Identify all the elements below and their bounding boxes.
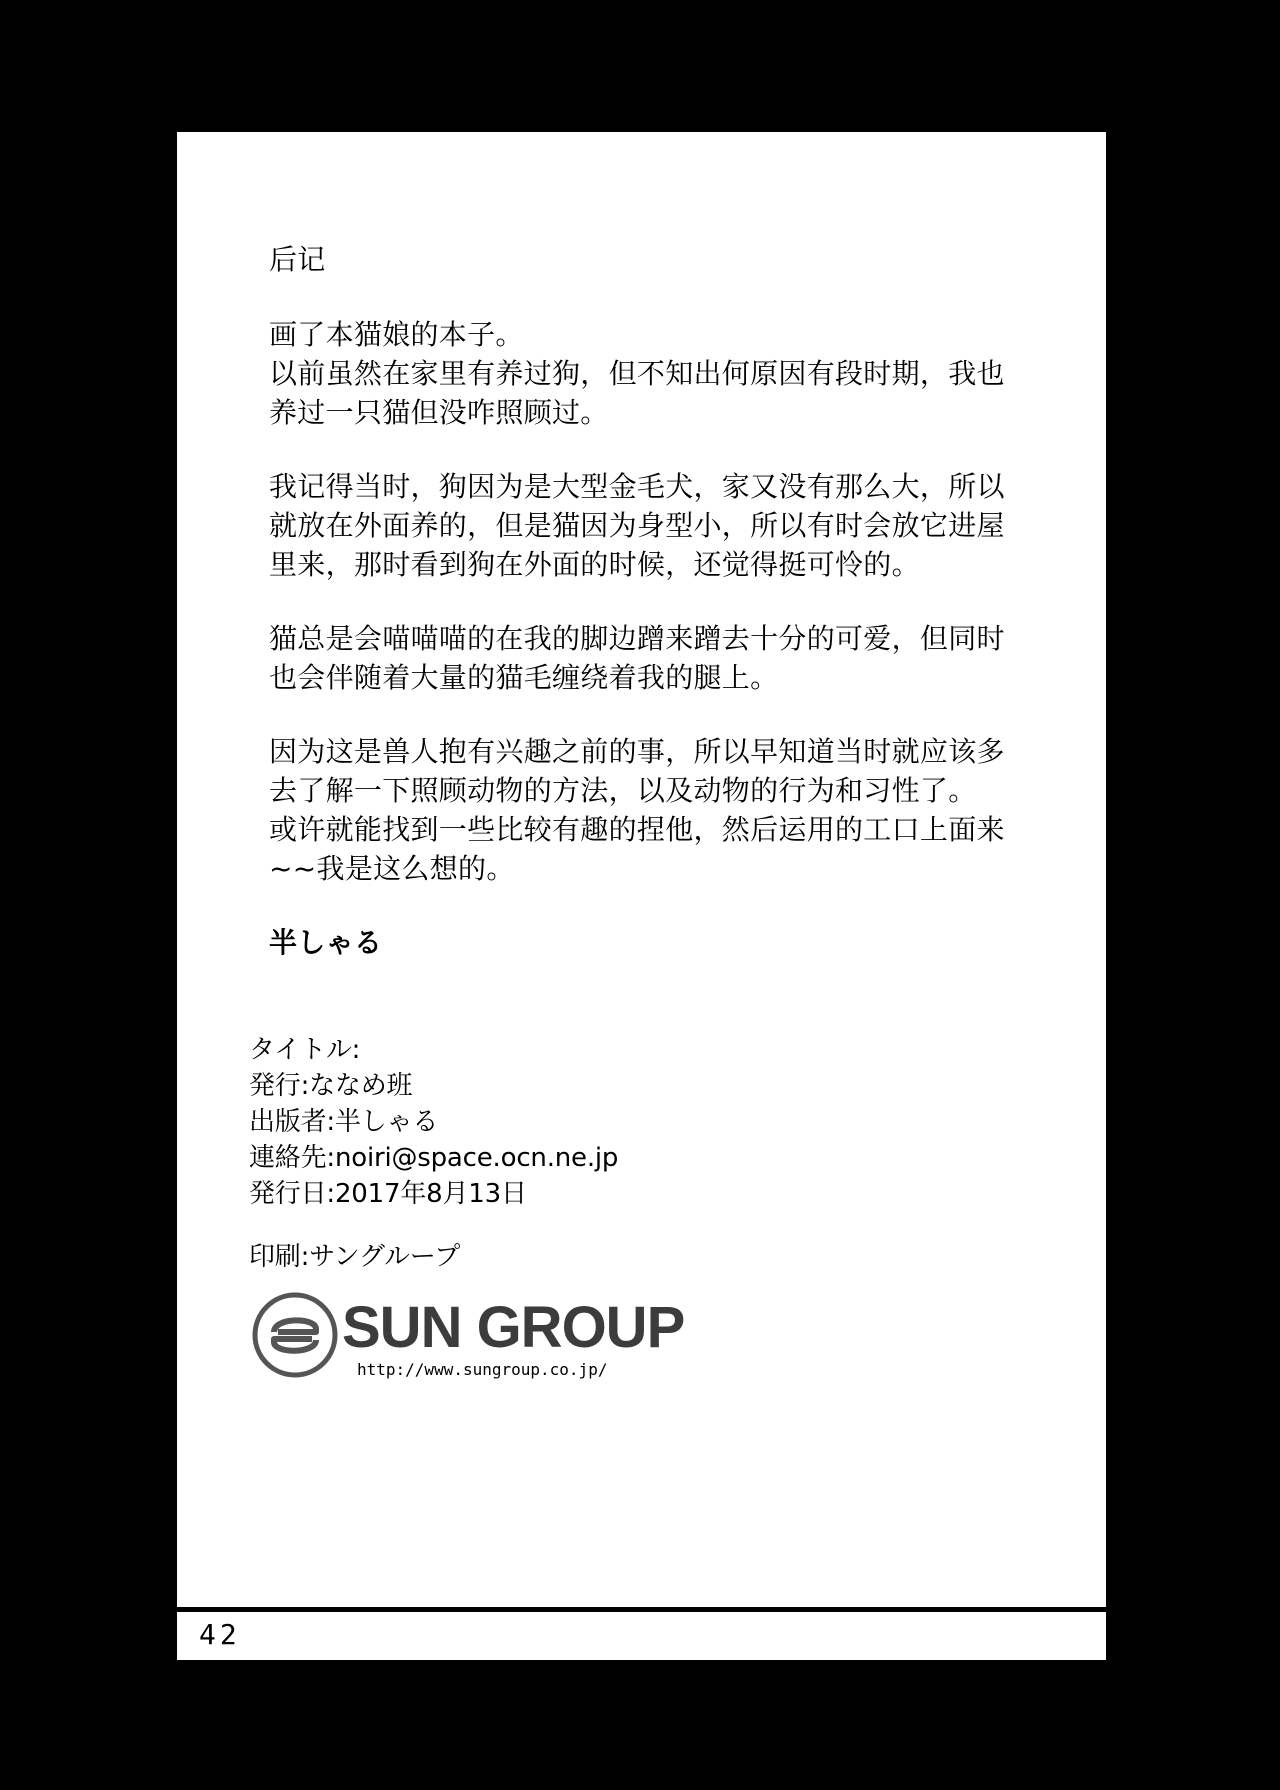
logo-url: http://www.sungroup.co.jp/	[357, 1360, 608, 1379]
afterword-section	[269, 240, 1049, 997]
page-footer	[177, 1612, 1106, 1660]
colophon-publisher: 発行:ななめ班	[249, 1071, 413, 1101]
afterword-paragraph-1: 画了本猫娘的本子。 以前虽然在家里有养过狗，但不知出何原因有段时期，我也 养过一只猫但没咋照顾过。	[269, 318, 1005, 429]
colophon-spacer	[249, 1212, 949, 1239]
colophon-author: 出版者:半しゃる	[249, 1107, 439, 1137]
colophon-printer: 印刷:サングループ	[249, 1242, 461, 1272]
afterword-signature: 半しゃる	[269, 926, 383, 959]
sun-group-logo	[252, 1292, 712, 1392]
colophon-contact: 連絡先:noiri@space.ocn.ne.jp	[249, 1143, 619, 1173]
logo-wordmark: SUN GROUP	[342, 1295, 685, 1360]
page-number: 42	[199, 1618, 241, 1651]
colophon-date: 発行日:2017年8月13日	[249, 1179, 527, 1209]
afterword-paragraph-2: 我记得当时，狗因为是大型金毛犬，家又没有那么大，所以 就放在外面养的，但是猫因为身型小，所以有时会放它进屋 里来，那时看到狗在外面的时候，还觉得挺可怜的。	[269, 470, 1005, 581]
afterword-paragraph-4: 因为这是兽人抱有兴趣之前的事，所以早知道当时就应该多 去了解一下照顾动物的方法，以及动物的行为和习性了。 或许就能找到一些比较有趣的捏他，然后运用的工口上面来 ~~我是这么想的。	[269, 735, 1005, 885]
sun-group-logo-icon	[252, 1292, 338, 1378]
colophon	[249, 1032, 949, 1275]
afterword-paragraph-3: 猫总是会喵喵喵的在我的脚边蹭来蹭去十分的可爱，但同时 也会伴随着大量的猫毛缠绕着我的腿上。	[269, 622, 1005, 694]
document-page	[177, 132, 1106, 1607]
afterword-title: 后记	[269, 243, 326, 276]
colophon-title: タイトル:	[249, 1035, 361, 1065]
